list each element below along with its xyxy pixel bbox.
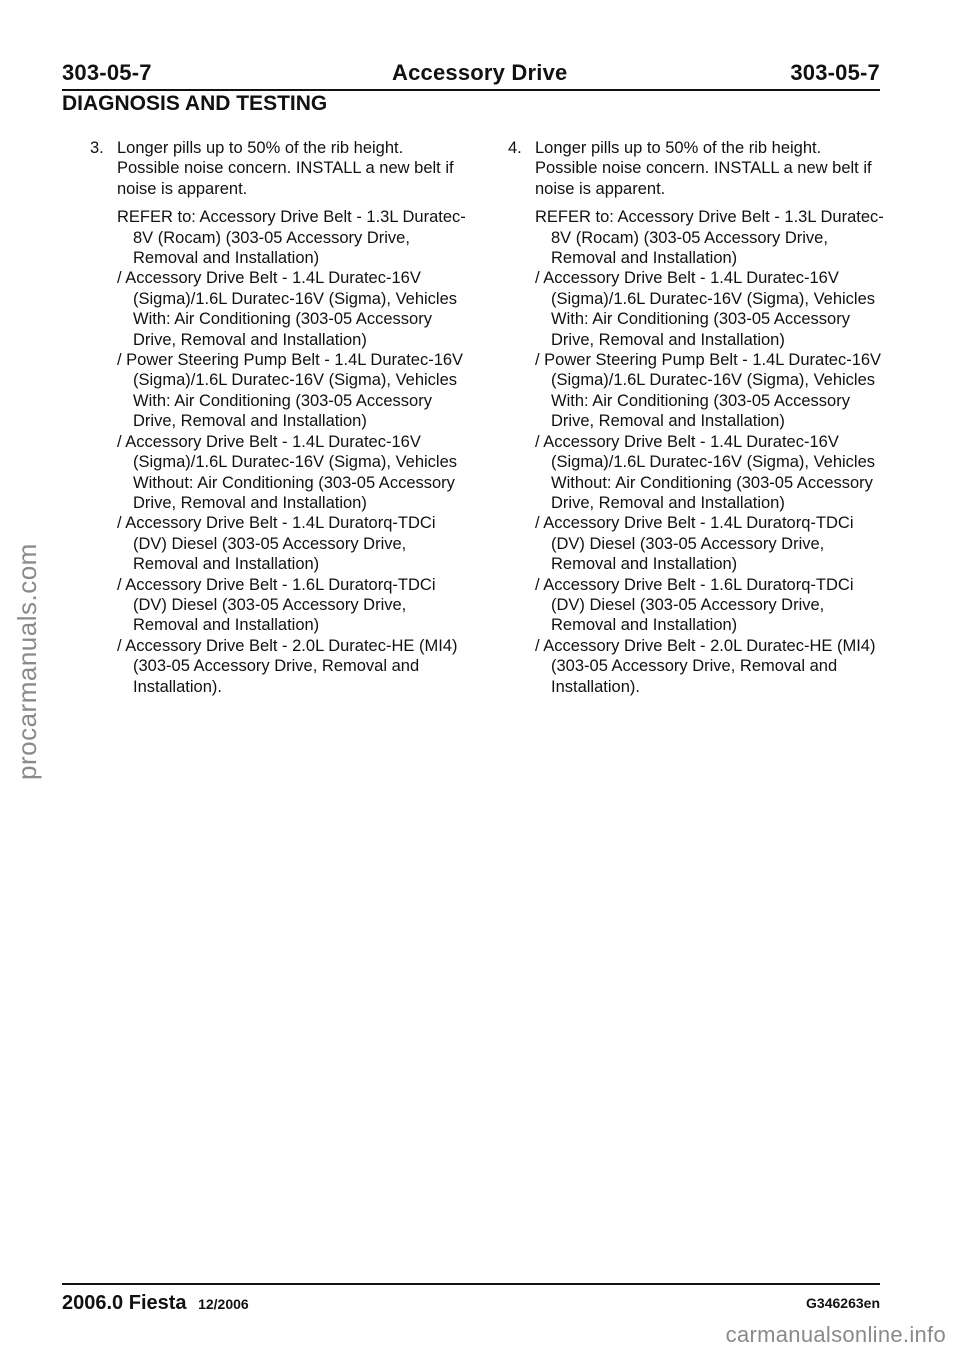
- footer-divider: [62, 1283, 880, 1285]
- reference-link[interactable]: / Accessory Drive Belt - 1.6L Duratorq-TDCi (DV) Diesel (303-05 Accessory Drive, Removal and Installation): [535, 575, 854, 635]
- section-code-left: 303-05-7: [62, 60, 152, 85]
- section-code-right: 303-05-7: [790, 60, 880, 85]
- reference-link[interactable]: / Accessory Drive Belt - 1.4L Duratorq-TDCi (DV) Diesel (303-05 Accessory Drive, Removal and Installation): [535, 514, 854, 574]
- page-header: [62, 60, 880, 90]
- reference-link[interactable]: / Accessory Drive Belt - 1.4L Duratec-16V (Sigma)/1.6L Duratec-16V (Sigma), Vehicles Without: Air Conditioning (303-05 Accessory Drive, Removal and Installation): [117, 432, 458, 512]
- step-4: [508, 138, 888, 697]
- refer-intro: REFER to: Accessory Drive Belt - 1.3L Duratec-8V (Rocam) (303-05 Accessory Drive, Removal and Installation): [535, 208, 884, 268]
- reference-link[interactable]: / Accessory Drive Belt - 1.4L Duratorq-TDCi (DV) Diesel (303-05 Accessory Drive, Removal and Installation): [117, 514, 436, 574]
- reference-list: [535, 207, 888, 697]
- reference-link[interactable]: / Accessory Drive Belt - 2.0L Duratec-HE (MI4) (303-05 Accessory Drive, Removal and Installation).: [117, 636, 458, 696]
- reference-link[interactable]: / Power Steering Pump Belt - 1.4L Duratec-16V (Sigma)/1.6L Duratec-16V (Sigma), Vehicles With: Air Conditioning (303-05 Accessory Drive, Removal and Installation): [117, 351, 464, 431]
- step-number: 4.: [508, 139, 522, 157]
- page-title: Accessory Drive: [392, 60, 568, 85]
- reference-link[interactable]: / Accessory Drive Belt - 1.4L Duratec-16V (Sigma)/1.6L Duratec-16V (Sigma), Vehicles With: Air Conditioning (303-05 Accessory Drive, Removal and Installation): [535, 269, 876, 349]
- reference-link[interactable]: / Accessory Drive Belt - 1.4L Duratec-16V (Sigma)/1.6L Duratec-16V (Sigma), Vehicles With: Air Conditioning (303-05 Accessory Drive, Removal and Installation): [117, 269, 458, 349]
- refer-intro: REFER to: Accessory Drive Belt - 1.3L Duratec-8V (Rocam) (303-05 Accessory Drive, Removal and Installation): [117, 208, 466, 268]
- reference-link[interactable]: / Accessory Drive Belt - 1.4L Duratec-16V (Sigma)/1.6L Duratec-16V (Sigma), Vehicles Without: Air Conditioning (303-05 Accessory Drive, Removal and Installation): [535, 432, 876, 512]
- step-3: [90, 138, 470, 697]
- side-watermark: procarmanuals.com: [12, 543, 42, 780]
- footer-doc-code: G346263en: [806, 1295, 880, 1311]
- footer-model-name: 2006.0 Fiesta: [62, 1292, 187, 1314]
- step-number: 3.: [90, 139, 104, 157]
- section-title: DIAGNOSIS AND TESTING: [62, 92, 328, 115]
- left-column: [90, 138, 470, 697]
- reference-list: [117, 207, 470, 697]
- footer-model: [62, 1292, 249, 1315]
- step-text: Longer pills up to 50% of the rib height. Possible noise concern. INSTALL a new belt if noise is apparent.: [117, 139, 454, 198]
- footer-date: 12/2006: [198, 1296, 249, 1312]
- header-divider: [62, 89, 880, 91]
- reference-link[interactable]: / Accessory Drive Belt - 2.0L Duratec-HE (MI4) (303-05 Accessory Drive, Removal and Installation).: [535, 636, 876, 696]
- bottom-watermark: carmanualsonline.info: [725, 1322, 946, 1347]
- reference-link[interactable]: / Power Steering Pump Belt - 1.4L Duratec-16V (Sigma)/1.6L Duratec-16V (Sigma), Vehicles With: Air Conditioning (303-05 Accessory Drive, Removal and Installation): [535, 351, 882, 431]
- reference-link[interactable]: / Accessory Drive Belt - 1.6L Duratorq-TDCi (DV) Diesel (303-05 Accessory Drive, Removal and Installation): [117, 575, 436, 635]
- step-text: Longer pills up to 50% of the rib height. Possible noise concern. INSTALL a new belt if noise is apparent.: [535, 139, 872, 198]
- right-column: [508, 138, 888, 697]
